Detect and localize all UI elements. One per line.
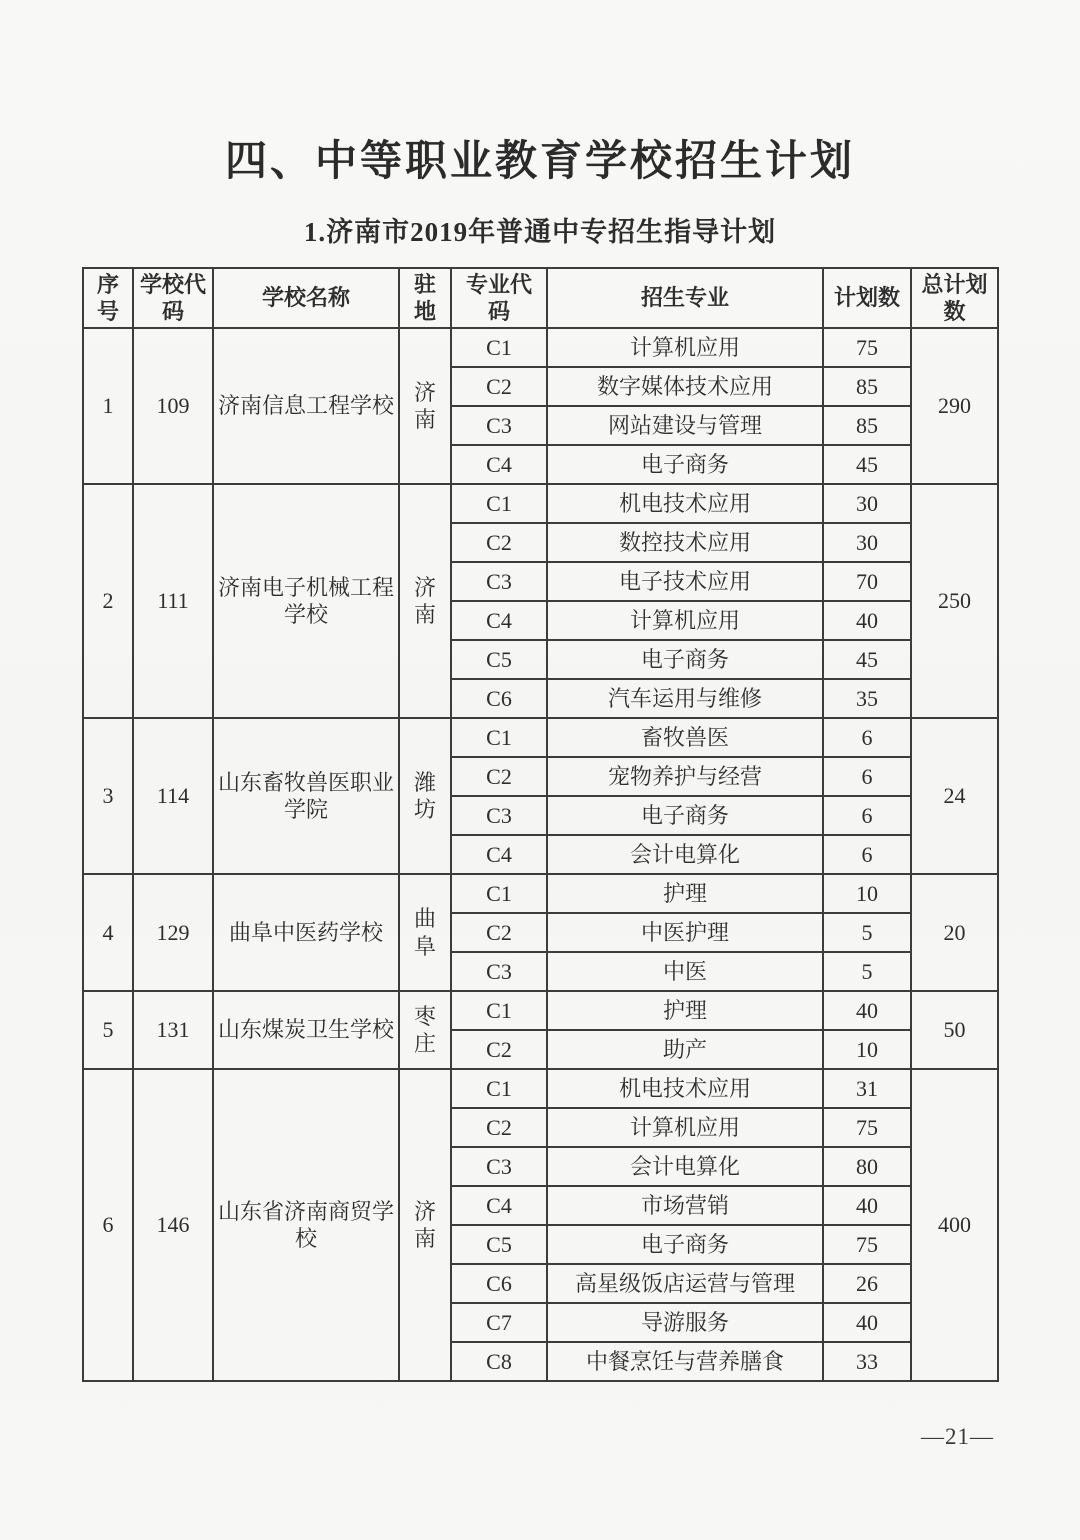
major-plan: 30 — [823, 523, 911, 562]
major-plan: 6 — [823, 718, 911, 757]
page-title: 四、中等职业教育学校招生计划 — [224, 139, 855, 185]
school-code: 146 — [133, 1069, 213, 1381]
school-name: 山东省济南商贸学校 — [213, 1069, 399, 1381]
school-name: 济南电子机械工程学校 — [213, 484, 399, 718]
major-code: C5 — [451, 1225, 547, 1264]
major-name: 会计电算化 — [547, 1147, 823, 1186]
major-plan: 10 — [823, 1030, 911, 1069]
major-code: C1 — [451, 718, 547, 757]
school-location: 潍坊 — [399, 718, 451, 874]
major-plan: 45 — [823, 445, 911, 484]
major-name: 中餐烹饪与营养膳食 — [547, 1342, 823, 1381]
school-code: 111 — [133, 484, 213, 718]
major-name: 计算机应用 — [547, 601, 823, 640]
major-row — [83, 484, 998, 523]
school-total: 400 — [911, 1069, 998, 1381]
major-name: 汽车运用与维修 — [547, 679, 823, 718]
major-plan: 10 — [823, 874, 911, 913]
major-plan: 70 — [823, 562, 911, 601]
school-location: 济南 — [399, 328, 451, 484]
major-plan: 30 — [823, 484, 911, 523]
major-plan: 40 — [823, 1303, 911, 1342]
major-name: 会计电算化 — [547, 835, 823, 874]
major-code: C3 — [451, 562, 547, 601]
major-code: C2 — [451, 913, 547, 952]
school-code: 109 — [133, 328, 213, 484]
major-name: 机电技术应用 — [547, 1069, 823, 1108]
major-row — [83, 718, 998, 757]
major-plan: 33 — [823, 1342, 911, 1381]
school-total: 20 — [911, 874, 998, 991]
header-major: 招生专业 — [547, 268, 823, 328]
table-header-row — [83, 268, 998, 328]
major-plan: 40 — [823, 601, 911, 640]
major-row — [83, 991, 998, 1030]
major-code: C5 — [451, 640, 547, 679]
major-code: C2 — [451, 1030, 547, 1069]
major-plan: 6 — [823, 757, 911, 796]
major-code: C4 — [451, 445, 547, 484]
school-location: 枣庄 — [399, 991, 451, 1069]
section-subtitle: 1.济南市2019年普通中专招生指导计划 — [303, 217, 777, 247]
major-plan: 45 — [823, 640, 911, 679]
school-location: 济南 — [399, 1069, 451, 1381]
major-name: 中医 — [547, 952, 823, 991]
major-name: 护理 — [547, 991, 823, 1030]
major-name: 护理 — [547, 874, 823, 913]
school-total: 290 — [911, 328, 998, 484]
major-code: C4 — [451, 601, 547, 640]
major-name: 电子商务 — [547, 796, 823, 835]
major-plan: 35 — [823, 679, 911, 718]
major-plan: 75 — [823, 1225, 911, 1264]
enrollment-plan-table — [82, 267, 999, 1382]
major-plan: 6 — [823, 796, 911, 835]
school-name: 山东煤炭卫生学校 — [213, 991, 399, 1069]
major-plan: 31 — [823, 1069, 911, 1108]
major-name: 网站建设与管理 — [547, 406, 823, 445]
school-total: 50 — [911, 991, 998, 1069]
major-name: 高星级饭店运营与管理 — [547, 1264, 823, 1303]
school-name: 山东畜牧兽医职业学院 — [213, 718, 399, 874]
major-code: C1 — [451, 991, 547, 1030]
major-name: 畜牧兽医 — [547, 718, 823, 757]
major-plan: 26 — [823, 1264, 911, 1303]
header-plan: 计划数 — [823, 268, 911, 328]
header-school-name: 学校名称 — [213, 268, 399, 328]
major-plan: 5 — [823, 913, 911, 952]
major-name: 宠物养护与经营 — [547, 757, 823, 796]
header-school-code: 学校代码 — [133, 268, 213, 328]
major-plan: 85 — [823, 367, 911, 406]
major-name: 电子技术应用 — [547, 562, 823, 601]
major-code: C3 — [451, 952, 547, 991]
major-row — [83, 874, 998, 913]
major-code: C1 — [451, 484, 547, 523]
school-total: 250 — [911, 484, 998, 718]
major-code: C4 — [451, 1186, 547, 1225]
school-code: 114 — [133, 718, 213, 874]
school-name: 曲阜中医药学校 — [213, 874, 399, 991]
school-code: 129 — [133, 874, 213, 991]
major-name: 计算机应用 — [547, 328, 823, 367]
major-row — [83, 328, 998, 367]
school-total: 24 — [911, 718, 998, 874]
major-code: C8 — [451, 1342, 547, 1381]
major-plan: 85 — [823, 406, 911, 445]
major-name: 助产 — [547, 1030, 823, 1069]
major-name: 电子商务 — [547, 640, 823, 679]
school-index: 4 — [83, 874, 133, 991]
major-name: 导游服务 — [547, 1303, 823, 1342]
major-plan: 5 — [823, 952, 911, 991]
major-name: 电子商务 — [547, 445, 823, 484]
major-code: C1 — [451, 874, 547, 913]
major-name: 市场营销 — [547, 1186, 823, 1225]
major-name: 中医护理 — [547, 913, 823, 952]
major-plan: 75 — [823, 328, 911, 367]
major-plan: 75 — [823, 1108, 911, 1147]
major-name: 数控技术应用 — [547, 523, 823, 562]
major-code: C6 — [451, 1264, 547, 1303]
major-code: C3 — [451, 1147, 547, 1186]
school-index: 3 — [83, 718, 133, 874]
major-code: C1 — [451, 328, 547, 367]
school-index: 6 — [83, 1069, 133, 1381]
major-plan: 40 — [823, 1186, 911, 1225]
major-row — [83, 1069, 998, 1108]
major-code: C6 — [451, 679, 547, 718]
header-major-code: 专业代码 — [451, 268, 547, 328]
school-location: 曲阜 — [399, 874, 451, 991]
school-name: 济南信息工程学校 — [213, 328, 399, 484]
major-name: 数字媒体技术应用 — [547, 367, 823, 406]
major-code: C4 — [451, 835, 547, 874]
page-number: —21— — [921, 1424, 994, 1449]
school-code: 131 — [133, 991, 213, 1069]
school-location: 济南 — [399, 484, 451, 718]
major-code: C3 — [451, 796, 547, 835]
major-code: C3 — [451, 406, 547, 445]
header-location: 驻地 — [399, 268, 451, 328]
major-code: C2 — [451, 1108, 547, 1147]
school-index: 2 — [83, 484, 133, 718]
header-index: 序号 — [83, 268, 133, 328]
school-index: 1 — [83, 328, 133, 484]
major-plan: 80 — [823, 1147, 911, 1186]
major-code: C2 — [451, 757, 547, 796]
major-code: C7 — [451, 1303, 547, 1342]
major-code: C2 — [451, 367, 547, 406]
major-plan: 40 — [823, 991, 911, 1030]
major-name: 电子商务 — [547, 1225, 823, 1264]
school-index: 5 — [83, 991, 133, 1069]
major-name: 机电技术应用 — [547, 484, 823, 523]
major-plan: 6 — [823, 835, 911, 874]
header-total: 总计划数 — [911, 268, 998, 328]
major-code: C2 — [451, 523, 547, 562]
major-code: C1 — [451, 1069, 547, 1108]
major-name: 计算机应用 — [547, 1108, 823, 1147]
